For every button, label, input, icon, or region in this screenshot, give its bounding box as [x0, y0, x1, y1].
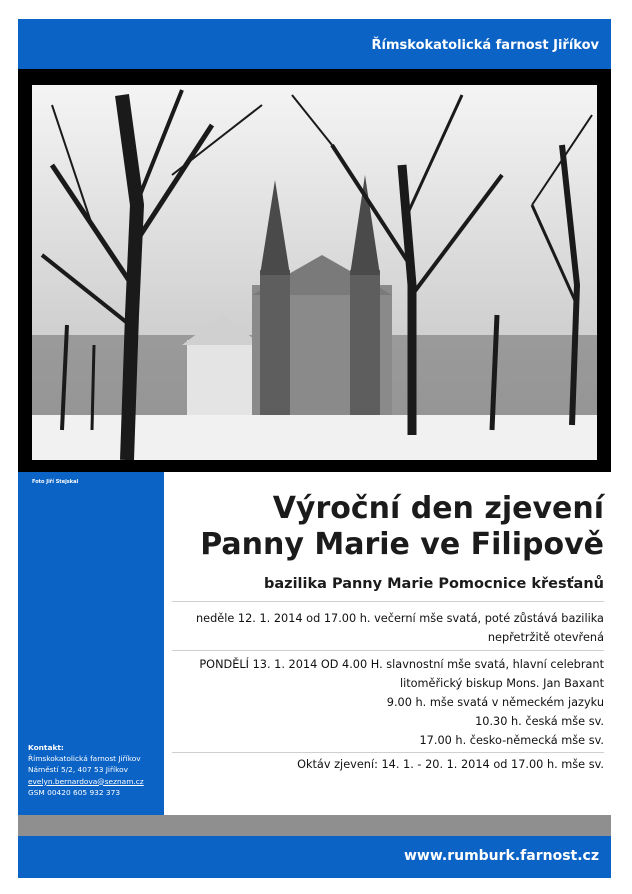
- contact-phone: GSM 00420 605 932 373: [28, 787, 121, 797]
- divider: [172, 752, 604, 753]
- monday-line2: litoměřický biskup Mons. Jan Baxant: [399, 677, 604, 690]
- divider: [172, 650, 604, 651]
- monday-line4: 10.30 h. česká mše sv.: [475, 715, 604, 728]
- sunday-line2: nepřetržitě otevřená: [487, 631, 604, 644]
- sunday-line1: neděle 12. 1. 2014 od 17.00 h. večerní mše svatá, poté zůstává bazilika: [195, 612, 604, 625]
- contact-name: Římskokatolická farnost Jiříkov: [28, 754, 141, 764]
- octave-line: Oktáv zjevení: 14. 1. - 20. 1. 2014 od 17.00 h. mše sv.: [297, 758, 604, 771]
- footer-bar: [18, 836, 611, 878]
- event-subtitle: bazilika Panny Marie Pomocnice křesťanů: [263, 576, 604, 592]
- monday-line3: 9.00 h. mše svatá v německém jazyku: [386, 696, 604, 709]
- church-photo-illustration: [32, 85, 597, 460]
- divider: [172, 601, 604, 602]
- main-content: [164, 472, 612, 815]
- church-photo: [32, 85, 597, 460]
- contact-heading: Kontakt:: [28, 743, 64, 752]
- monday-line1: PONDĚLÍ 13. 1. 2014 OD 4.00 H. slavnostní mše svatá, hlavní celebrant: [199, 658, 604, 671]
- event-title-line1: Výroční den zjevení: [272, 491, 604, 526]
- contact-email-link[interactable]: evelyn.bernardova@seznam.cz: [28, 776, 144, 786]
- gray-band: [18, 815, 611, 836]
- left-sidebar: [18, 472, 164, 815]
- website-link[interactable]: www.rumburk.farnost.cz: [403, 848, 599, 864]
- parish-name: Římskokatolická farnost Jiříkov: [371, 38, 599, 53]
- header-bar: [18, 19, 611, 69]
- monday-line5: 17.00 h. česko-německá mše sv.: [419, 734, 604, 747]
- event-title-line2: Panny Marie ve Filipově: [200, 527, 604, 562]
- contact-address: Náměstí 5/2, 407 53 Jiříkov: [28, 765, 128, 775]
- photo-frame: [18, 69, 611, 472]
- contact-block: [28, 742, 144, 798]
- photo-credit: Foto Jiří Stejskal: [32, 479, 79, 485]
